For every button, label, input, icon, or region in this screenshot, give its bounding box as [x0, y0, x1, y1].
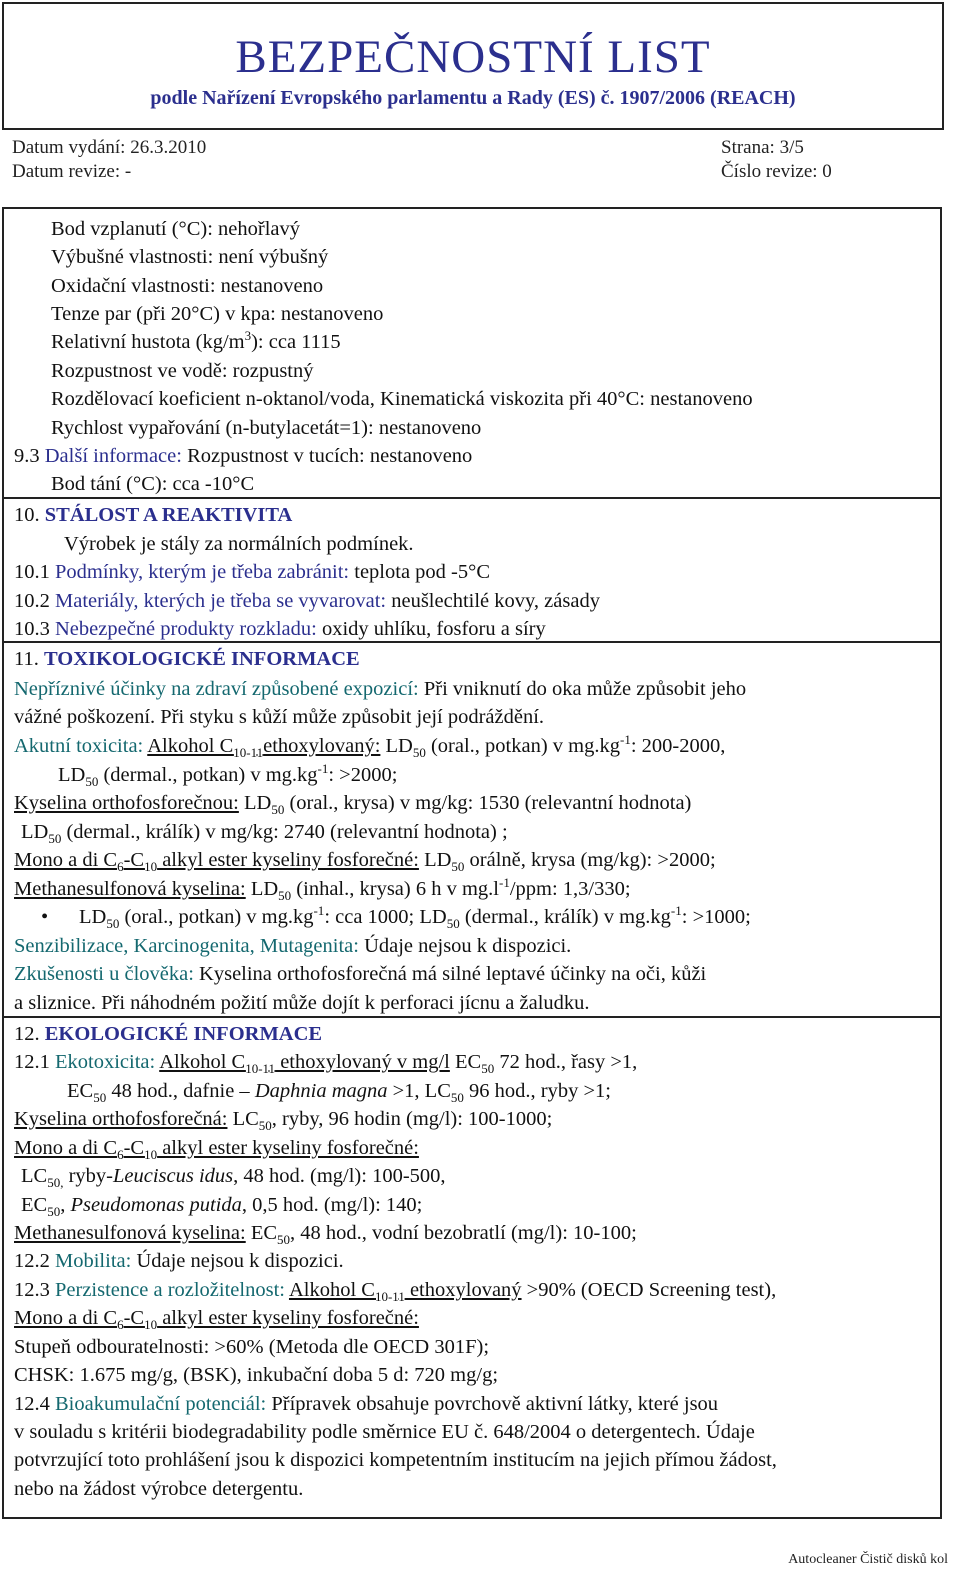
ecotoxicity-daphnia: $EC_{50}$ 48 hod., dafnie – Daphnia magna >1, $LC_{50}$ 96 hod., ryby >1; [67, 1080, 611, 1106]
section-divider [4, 497, 940, 499]
acute-toxicity: Akutní toxicita: Alkohol $C_{10-11}ethoxylovaný$: $LD_{50}$ (oral., potkan) v $mg.kg^{-1}$: 200-2000, [14, 732, 726, 761]
section-10-2: 10.2 Materiály, kterých je třeba se vyvarovat: neušlechtilé kovy, zásady [14, 590, 600, 612]
lc50-leuciscus: $LC_{50,}$ ryby-Leuciscus idus, 48 hod. (mg/l): 100-500, [21, 1165, 446, 1191]
phosphoric-acid-ecotox: Kyselina orthofosforečná: $LC_{50}$, ryby, 96 hodin (mg/l): 100-1000; [14, 1108, 553, 1134]
persistence: 12.3 Perzistence a rozložitelnost: Alkohol $C_{10-11}$ ethoxylovaný >90% (OECD Screening test), [14, 1279, 777, 1305]
adverse-effects: Nepříznivé účinky na zdraví způsobené expozicí: Při vniknutí do oka může způsobit jeho [14, 678, 747, 700]
bioaccumulation: 12.4 Bioakumulační potenciál: Přípravek obsahuje povrchově aktivní látky, které jsou [14, 1393, 719, 1415]
melting-point: Bod tání (°C): cca -10°C [51, 473, 255, 495]
section-9-3: 9.3 Další informace: Rozpustnost v tucích: nestanoveno [14, 445, 473, 467]
relative-density: Relativní hustota $(kg/m^3)$: cca 1115 [51, 328, 341, 353]
acute-toxicity-dermal: $LD_{50}$ (dermal., potkan) v $mg.kg^{-1}$: >2000; [58, 761, 398, 790]
oxidising-properties: Oxidační vlastnosti: nestanoveno [51, 275, 324, 297]
stability-text: Výrobek je stály za normálních podmínek. [64, 533, 414, 555]
cod-bod: CHSK: 1.675 mg/g, (BSK), inkubační doba 5 d: 720 mg/g; [14, 1364, 499, 1386]
methanesulfonic-acid-toxicity: Methanesulfonová kyselina: $LD_{50}$ (inhal., krysa) 6 h v $mg.l^{-1}$/ppm: 1,3/330; [14, 875, 631, 904]
vapour-pressure: Tenze par (při 20°C) v kpa: nestanoveno [51, 303, 384, 325]
section-10-heading: 10. STÁLOST A REAKTIVITA [14, 504, 293, 526]
flash-point: Bod vzplanutí (°C): nehořlavý [51, 218, 301, 240]
sensitisation: Senzibilizace, Karcinogenita, Mutagenita: Údaje nejsou k dispozici. [14, 935, 572, 957]
document-title: BEZPEČNOSTNÍ LIST [235, 31, 711, 83]
methanesulfonic-acid-oral-dermal: $LD_{50}$ (oral., potkan) v $mg.kg^{-1}$: cca 1000; $LD_{50}$ (dermal., králík) v $mg.kg^{-1}$: >1000; [79, 903, 751, 932]
section-10-3: 10.3 Nebezpečné produkty rozkladu: oxidy uhlíku, fosforu a síry [14, 618, 546, 640]
explosive-properties: Výbušné vlastnosti: není výbušný [51, 246, 329, 268]
mono-di-ester-toxicity: Mono a di $C_6-C_{10}$ alkyl ester kyseliny fosforečné: $LD_{50}$ orálně, krysa (mg/kg): >2000; [14, 849, 716, 875]
partition-coefficient: Rozdělovací koeficient n-oktanol/voda, Kinematická viskozita při 40°C: nestanoveno [51, 388, 753, 410]
bioaccumulation-cont-1: v souladu s kritérii biodegradability podle směrnice EU č. 648/2004 o detergentech. Údaje [14, 1421, 755, 1443]
adverse-effects-cont: vážné poškození. Při styku s kůží může způsobit její podráždění. [14, 706, 545, 728]
water-solubility: Rozpustnost ve vodě: rozpustný [51, 360, 314, 382]
human-experience-cont: a sliznice. Při náhodném požití může dojít k perforaci jícnu a žaludku. [14, 992, 590, 1014]
persistence-mono-di-ester: Mono a di $C_6-C_{10}$ alkyl ester kyseliny fosforečné: [14, 1307, 419, 1333]
document-subtitle: podle Nařízení Evropského parlamentu a Rady (ES) č. 1907/2006 (REACH) [150, 87, 796, 109]
revision-number: Číslo revize: 0 [721, 161, 832, 182]
section-divider [4, 1016, 940, 1018]
mono-di-ester-ecotox: Mono a di $C_6-C_{10}$ alkyl ester kyseliny fosforečné: [14, 1137, 419, 1163]
evaporation-rate: Rychlost vypařování (n-butylacetát=1): nestanoveno [51, 417, 482, 439]
section-10-1: 10.1 Podmínky, kterým je třeba zabránit: teplota pod -5°C [14, 561, 490, 583]
section-divider [4, 641, 940, 643]
ec50-pseudomonas: $EC_{50}$, Pseudomonas putida, 0,5 hod. (mg/l): 140; [21, 1194, 423, 1220]
mobility: 12.2 Mobilita: Údaje nejsou k dispozici. [14, 1250, 344, 1272]
page-number: Strana: 3/5 [721, 137, 804, 158]
degradability: Stupeň odbouratelnosti: >60% (Metoda dle OECD 301F); [14, 1336, 490, 1358]
revision-date: Datum revize: - [12, 161, 132, 182]
bullet-icon: • [41, 906, 49, 928]
bioaccumulation-cont-2: potvrzující toto prohlášení jsou k dispozici kompetentním institucím na jejich přímou žádost, [14, 1449, 777, 1471]
content-box [2, 207, 942, 1519]
ecotoxicity: 12.1 Ekotoxicita: Alkohol $C_{10-11}$ ethoxylovaný v mg/l $EC_{50}$ 72 hod., řasy >1, [14, 1051, 638, 1077]
phosphoric-acid-oral: Kyselina orthofosforečnou: $LD_{50}$ (oral., krysa) v mg/kg: 1530 (relevantní hodnota) [14, 792, 692, 818]
bioaccumulation-cont-3: nebo na žádost výrobce detergentu. [14, 1478, 304, 1500]
section-11-heading: 11. TOXIKOLOGICKÉ INFORMACE [14, 648, 360, 670]
section-12-heading: 12. EKOLOGICKÉ INFORMACE [14, 1023, 323, 1045]
issue-date: Datum vydání: 26.3.2010 [12, 137, 207, 158]
product-name-footer: Autocleaner Čistič disků kol [788, 1552, 948, 1567]
human-experience: Zkušenosti u člověka: Kyselina orthofosforečná má silné leptavé účinky na oči, kůži [14, 963, 707, 985]
header-box [2, 2, 944, 130]
phosphoric-acid-dermal: $LD_{50}$ (dermal., králík) v mg/kg: 2740 (relevantní hodnota) ; [21, 821, 508, 847]
methanesulfonic-acid-ecotox: Methanesulfonová kyselina: $EC_{50}$, 48 hod., vodní bezobratlí (mg/l): 10-100; [14, 1222, 637, 1248]
